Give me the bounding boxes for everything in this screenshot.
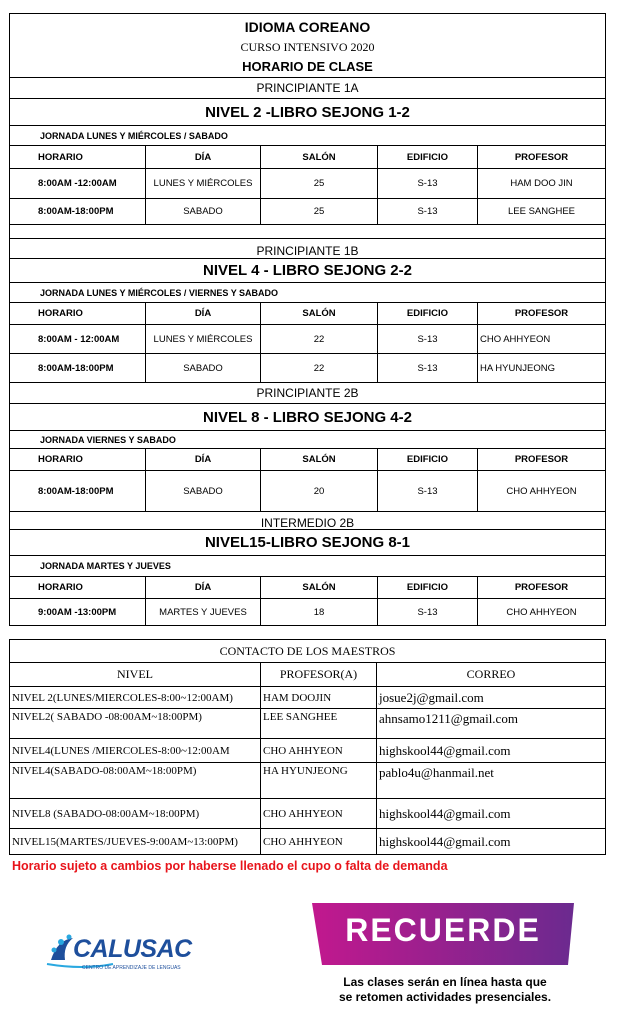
contact-email[interactable]: highskool44@gmail.com bbox=[376, 799, 605, 828]
col-profesor: PROFESOR bbox=[477, 146, 605, 168]
cell-profesor: LEE SANGHEE bbox=[477, 199, 605, 224]
col-salon: SALÓN bbox=[260, 146, 377, 168]
table-row bbox=[10, 470, 605, 511]
cell-dia: SABADO bbox=[145, 199, 260, 224]
jornada-row bbox=[10, 125, 605, 145]
cell-profesor: CHO AHHYEON bbox=[477, 471, 605, 511]
table-row bbox=[10, 324, 605, 353]
contact-profesor: HA HYUNJEONG bbox=[260, 763, 376, 798]
table-row bbox=[10, 168, 605, 198]
cell-edificio: S-13 bbox=[377, 471, 477, 511]
level-name: PRINCIPIANTE 2B bbox=[256, 386, 359, 400]
level-name: INTERMEDIO 2B bbox=[260, 515, 355, 530]
contact-profesor: CHO AHHYEON bbox=[260, 829, 376, 854]
col-edificio: EDIFICIO bbox=[377, 449, 477, 470]
col-dia: DÍA bbox=[145, 303, 260, 324]
logo-name: CALUSAC bbox=[73, 935, 192, 963]
level-title: NIVEL 2 -LIBRO SEJONG 1-2 bbox=[205, 103, 410, 121]
cell-salon: 25 bbox=[260, 169, 377, 198]
column-header-row bbox=[10, 145, 605, 168]
contact-title-row bbox=[10, 640, 605, 662]
table-row bbox=[10, 353, 605, 382]
cell-dia: LUNES Y MIÉRCOLES bbox=[145, 325, 260, 353]
jornada-row bbox=[10, 555, 605, 576]
col-salon: SALÓN bbox=[260, 303, 377, 324]
col-horario: HORARIO bbox=[38, 308, 83, 319]
jornada-row bbox=[10, 430, 605, 448]
col-dia: DÍA bbox=[145, 449, 260, 470]
col-edificio: EDIFICIO bbox=[377, 146, 477, 168]
cell-edificio: S-13 bbox=[377, 325, 477, 353]
contact-profesor: HAM DOOJIN bbox=[260, 687, 376, 708]
column-header-row bbox=[10, 576, 605, 598]
cell-edificio: S-13 bbox=[377, 599, 477, 625]
contact-row bbox=[10, 738, 605, 762]
logo-subtitle: CENTRO DE APRENDIZAJE DE LENGUAS bbox=[82, 965, 181, 971]
col-horario: HORARIO bbox=[38, 454, 83, 465]
col-dia: DÍA bbox=[145, 146, 260, 168]
contact-row bbox=[10, 708, 605, 738]
level-title: NIVEL15-LIBRO SEJONG 8-1 bbox=[204, 534, 411, 551]
reminder-line-2: se retomen actividades presenciales. bbox=[338, 990, 552, 1004]
contact-nivel: NIVEL 2(LUNES/MIERCOLES-8:00~12:00AM) bbox=[12, 691, 233, 704]
col-profesor: PROFESOR bbox=[477, 449, 605, 470]
title-row bbox=[10, 14, 605, 39]
level-name: PRINCIPIANTE 1A bbox=[256, 81, 359, 95]
level-name-row bbox=[10, 382, 605, 403]
cell-salon: 22 bbox=[260, 325, 377, 353]
level-title-row bbox=[10, 98, 605, 125]
reminder-badge: RECUERDE bbox=[345, 912, 541, 948]
level-title-row bbox=[10, 529, 605, 555]
contact-nivel: NIVEL15(MARTES/JUEVES-9:00AM~13:00PM) bbox=[12, 835, 238, 848]
cell-horario: 8:00AM-18:00PM bbox=[38, 362, 114, 374]
cell-dia: SABADO bbox=[145, 354, 260, 382]
schedule-title: HORARIO DE CLASE bbox=[242, 59, 373, 74]
contact-row bbox=[10, 762, 605, 798]
cell-profesor: CHO AHHYEON bbox=[477, 599, 605, 625]
contact-email[interactable]: highskool44@gmail.com bbox=[376, 739, 605, 762]
col-edificio: EDIFICIO bbox=[377, 303, 477, 324]
col-edificio: EDIFICIO bbox=[377, 577, 477, 598]
contact-nivel: NIVEL8 (SABADO-08:00AM~18:00PM) bbox=[12, 807, 200, 820]
cell-horario: 8:00AM-18:00PM bbox=[38, 206, 114, 217]
jornada-label: JORNADA LUNES Y MIÉRCOLES / VIERNES Y SABADO bbox=[40, 287, 279, 298]
contact-nivel: NIVEL2( SABADO -08:00AM~18:00PM) bbox=[12, 711, 202, 723]
reminder-line-1: Las clases serán en línea hasta que bbox=[343, 975, 547, 989]
level-name-row bbox=[10, 238, 605, 258]
contact-table bbox=[9, 639, 606, 855]
col-dia: DÍA bbox=[145, 577, 260, 598]
table-row bbox=[10, 598, 605, 625]
contact-email[interactable]: josue2j@gmail.com bbox=[376, 687, 605, 708]
cell-dia: MARTES Y JUEVES bbox=[145, 599, 260, 625]
level-title: NIVEL 4 - LIBRO SEJONG 2-2 bbox=[203, 262, 412, 279]
col-profesor: PROFESOR(A) bbox=[260, 663, 376, 686]
course-row bbox=[10, 39, 605, 56]
col-salon: SALÓN bbox=[260, 577, 377, 598]
contact-nivel: NIVEL4(LUNES /MIERCOLES-8:00~12:00AM bbox=[12, 744, 230, 757]
col-profesor: PROFESOR bbox=[477, 577, 605, 598]
level-title: NIVEL 8 - LIBRO SEJONG 4-2 bbox=[203, 408, 412, 426]
table-row bbox=[10, 198, 605, 224]
contact-header-row bbox=[10, 662, 605, 686]
cell-edificio: S-13 bbox=[377, 199, 477, 224]
cell-profesor: HA HYUNJEONG bbox=[477, 354, 605, 382]
cell-dia: LUNES Y MIÉRCOLES bbox=[145, 169, 260, 198]
cell-salon: 22 bbox=[260, 354, 377, 382]
schedule-disclaimer: Horario sujeto a cambios por haberse llenado el cupo o falta de demanda bbox=[12, 859, 448, 873]
spacer-row bbox=[10, 224, 605, 238]
cell-salon: 20 bbox=[260, 471, 377, 511]
cell-salon: 25 bbox=[260, 199, 377, 224]
contact-profesor: CHO AHHYEON bbox=[260, 739, 376, 762]
cell-horario: 8:00AM-18:00PM bbox=[38, 485, 114, 497]
page-title: IDIOMA COREANO bbox=[244, 18, 371, 35]
cell-horario: 8:00AM - 12:00AM bbox=[38, 333, 120, 345]
contact-email[interactable]: highskool44@gmail.com bbox=[376, 829, 605, 854]
level-name: PRINCIPIANTE 1B bbox=[256, 243, 359, 258]
col-correo: CORREO bbox=[376, 663, 605, 686]
contact-row bbox=[10, 798, 605, 828]
contact-row bbox=[10, 686, 605, 708]
contact-row bbox=[10, 828, 605, 854]
level-name-row bbox=[10, 77, 605, 98]
cell-horario: 9:00AM -13:00PM bbox=[38, 606, 117, 618]
jornada-label: JORNADA LUNES Y MIÉRCOLES / SABADO bbox=[40, 130, 228, 141]
level-title-row bbox=[10, 258, 605, 282]
contact-profesor: LEE SANGHEE bbox=[260, 709, 376, 738]
course-name: CURSO INTENSIVO 2020 bbox=[240, 40, 375, 54]
col-horario: HORARIO bbox=[38, 151, 83, 163]
contact-email[interactable]: pablo4u@hanmail.net bbox=[376, 763, 605, 798]
col-salon: SALÓN bbox=[260, 449, 377, 470]
cell-edificio: S-13 bbox=[377, 354, 477, 382]
contact-nivel: NIVEL4(SABADO-08:00AM~18:00PM) bbox=[12, 765, 197, 777]
jornada-row bbox=[10, 282, 605, 302]
column-header-row bbox=[10, 302, 605, 324]
cell-profesor: CHO AHHYEON bbox=[477, 325, 605, 353]
contact-title: CONTACTO DE LOS MAESTROS bbox=[219, 643, 396, 658]
col-profesor: PROFESOR bbox=[477, 303, 605, 324]
reminder-note bbox=[300, 975, 590, 1005]
col-nivel: NIVEL bbox=[117, 667, 153, 681]
level-name-row bbox=[10, 511, 605, 529]
col-horario: HORARIO bbox=[38, 582, 83, 593]
cell-horario: 8:00AM -12:00AM bbox=[38, 178, 117, 189]
cell-edificio: S-13 bbox=[377, 169, 477, 198]
cell-salon: 18 bbox=[260, 599, 377, 625]
schedule-title-row bbox=[10, 56, 605, 77]
contact-profesor: CHO AHHYEON bbox=[260, 799, 376, 828]
level-title-row bbox=[10, 403, 605, 430]
jornada-label: JORNADA MARTES Y JUEVES bbox=[40, 561, 171, 571]
cell-profesor: HAM DOO JIN bbox=[477, 169, 605, 198]
schedule-table bbox=[9, 13, 606, 626]
cell-dia: SABADO bbox=[145, 471, 260, 511]
column-header-row bbox=[10, 448, 605, 470]
jornada-label: JORNADA VIERNES Y SABADO bbox=[40, 434, 176, 445]
contact-email[interactable]: ahnsamo1211@gmail.com bbox=[376, 709, 605, 738]
